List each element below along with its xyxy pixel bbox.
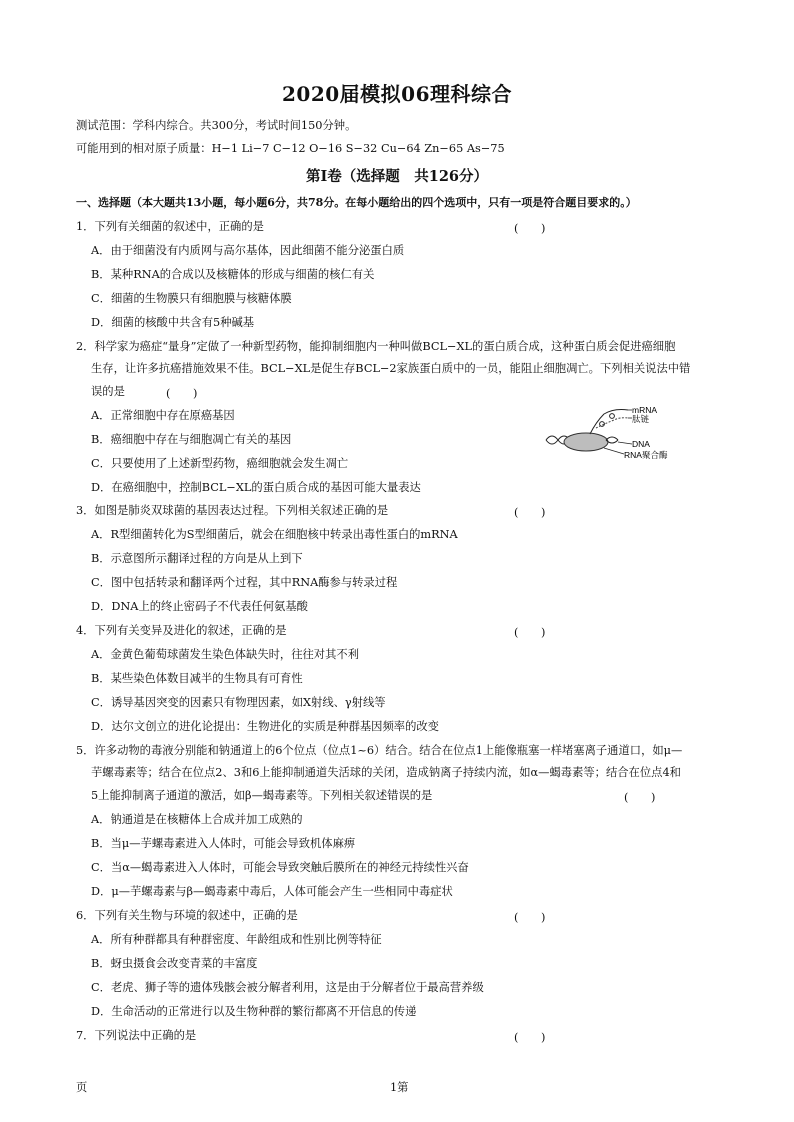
option: A．R型细菌转化为S型细菌后，就会在细胞核中转录出毒性蛋白的mRNA (91, 528, 458, 541)
atomic-masses: 可能用到的相对原子质量：H−1 Li−7 C−12 O−16 S−32 Cu−64 Zn−65 As−75 (76, 142, 505, 155)
rna-polymerase-shape (564, 433, 608, 451)
leader-line (618, 442, 632, 444)
question-stem: 误的是 (91, 385, 125, 398)
option: C．诱导基因突变的因素只有物理因素，如X射线、γ射线等 (91, 696, 386, 709)
option: B．癌细胞中存在与细胞凋亡有关的基因 (91, 433, 292, 446)
answer-bracket: ( ) (514, 626, 546, 639)
option: D．生命活动的正常进行以及生物种群的繁衍都离不开信息的传递 (91, 1005, 417, 1018)
test-scope: 测试范围：学科内综合。共300分，考试时间150分钟。 (76, 119, 357, 132)
question-stem: 4．下列有关变异及进化的叙述，正确的是 (76, 624, 287, 637)
option: D．DNA上的终止密码子不代表任何氨基酸 (91, 600, 308, 613)
option: C．图中包括转录和翻译两个过程，其中RNA酶参与转录过程 (91, 576, 398, 589)
question-stem: 5．许多动物的毒液分别能和钠通道上的6个位点（位点1~6）结合。结合在位点1上能像瓶塞一样堵塞离子通道口，如μ— (76, 744, 683, 757)
option: C．细菌的生物膜只有细胞膜与核糖体膜 (91, 292, 292, 305)
page-number: 1第 (390, 1081, 409, 1094)
label-mrna: mRNA (632, 405, 658, 415)
ribosome (610, 414, 615, 419)
option: C．老虎、狮子等的遗体残骸会被分解者利用，这是由于分解者位于最高营养级 (91, 981, 484, 994)
section-title: 第Ⅰ卷（选择题 共126分） (305, 168, 489, 185)
option: B．蚜虫摄食会改变青菜的丰富度 (91, 957, 258, 970)
option: D．达尔文创立的进化论提出：生物进化的实质是种群基因频率的改变 (91, 720, 439, 733)
answer-bracket: ( ) (514, 222, 546, 235)
question-stem: 6．下列有关生物与环境的叙述中，正确的是 (76, 909, 298, 922)
ribosome (600, 422, 605, 427)
label-peptide: 肽链 (632, 414, 650, 424)
option: A．所有种群都具有种群密度、年龄组成和性别比例等特征 (91, 933, 382, 946)
option: B．某种RNA的合成以及核糖体的形成与细菌的核仁有关 (91, 268, 375, 281)
question-stem: 1．下列有关细菌的叙述中，正确的是 (76, 220, 264, 233)
question-stem: 2．科学家为癌症“量身”定做了一种新型药物，能抑制细胞内一种叫做BCL−XL的蛋白质合成，这种蛋白质会促进癌细胞 (76, 340, 676, 353)
label-rna-polymerase: RNA聚合酶 (624, 450, 668, 460)
option: B．当μ—芋螺毒素进入人体时，可能会导致机体麻痹 (91, 837, 356, 850)
question-stem: 生存，让许多抗癌措施效果不佳。BCL−XL是促生存BCL−2家族蛋白质中的一员，能阻止细胞凋亡。下列相关说法中错 (91, 362, 691, 375)
label-dna: DNA (632, 439, 650, 449)
question-stem: 芋螺毒素等；结合在位点2、3和6上能抑制通道失活球的关闭，造成钠离子持续内流，如α—蝎毒素等；结合在位点4和 (91, 766, 681, 779)
option: B．示意图所示翻译过程的方向是从上到下 (91, 552, 303, 565)
gene-expression-diagram (544, 404, 684, 462)
question-stem: 7．下列说法中正确的是 (76, 1029, 197, 1042)
option: A．金黄色葡萄球菌发生染色体缺失时，往往对其不利 (91, 648, 359, 661)
answer-bracket: ( ) (514, 911, 546, 924)
option: B．某些染色体数目减半的生物具有可育性 (91, 672, 303, 685)
question-stem: 5上能抑制离子通道的激活，如β—蝎毒素等。下列相关叙述错误的是 (91, 789, 433, 802)
option: D．μ—芋螺毒素与β—蝎毒素中毒后，人体可能会产生一些相同中毒症状 (91, 885, 453, 898)
gene-expression-figure (544, 404, 684, 462)
footer-left: 页 (76, 1081, 88, 1094)
leader-line (604, 448, 624, 454)
answer-bracket: ( ) (514, 1031, 546, 1044)
question-stem: 3．如图是肺炎双球菌的基因表达过程。下列相关叙述正确的是 (76, 504, 389, 517)
option: C．只要使用了上述新型药物，癌细胞就会发生凋亡 (91, 457, 349, 470)
option: D．细菌的核酸中共含有5种碱基 (91, 316, 255, 329)
answer-bracket: ( ) (166, 387, 198, 400)
option: D．在癌细胞中，控制BCL−XL的蛋白质合成的基因可能大量表达 (91, 481, 421, 494)
instruction: 一、选择题（本大题共13小题，每小题6分，共78分。在每小题给出的四个选项中，只有一项是符合题目要求的。） (76, 196, 637, 209)
option: A．钠通道是在核糖体上合成并加工成熟的 (91, 813, 303, 826)
answer-bracket: ( ) (514, 506, 546, 519)
option: A．正常细胞中存在原癌基因 (91, 409, 235, 422)
option: A．由于细菌没有内质网与高尔基体，因此细菌不能分泌蛋白质 (91, 244, 405, 257)
answer-bracket: ( ) (624, 791, 656, 804)
page-title: 2020届模拟06理科综合 (282, 82, 512, 106)
option: C．当α—蝎毒素进入人体时，可能会导致突触后膜所在的神经元持续性兴奋 (91, 861, 469, 874)
